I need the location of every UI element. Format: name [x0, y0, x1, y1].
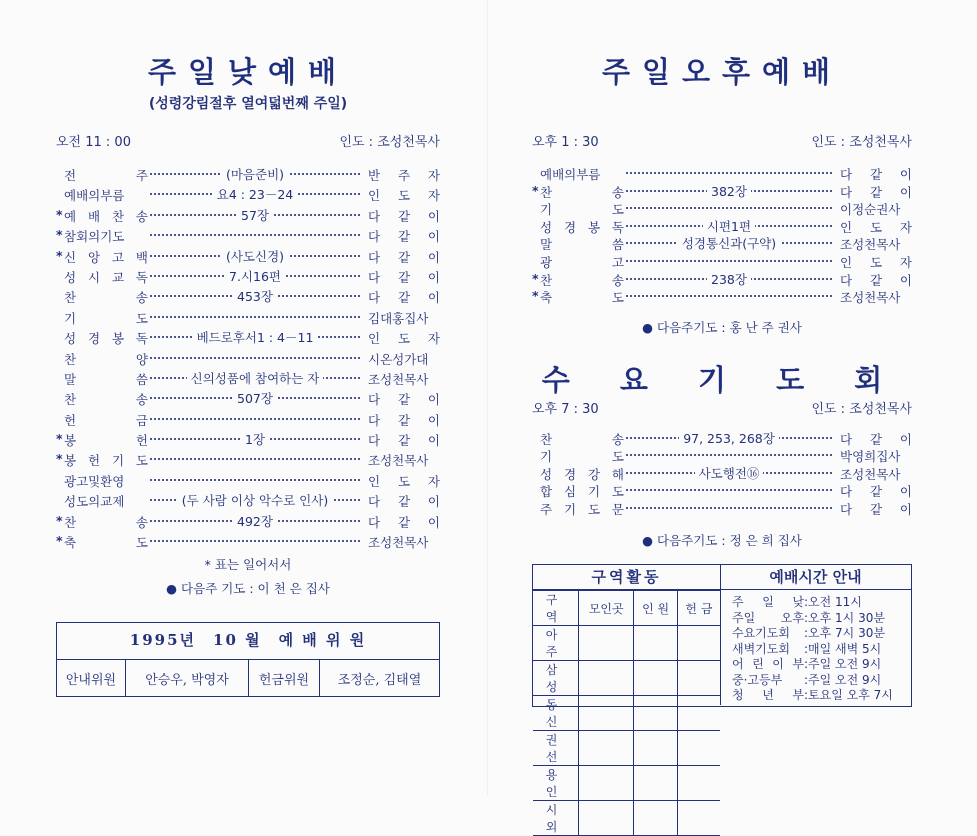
- offering-label: 헌금위원: [249, 660, 320, 697]
- program-detail-wrap: [626, 234, 832, 252]
- standing-mark: *: [532, 182, 539, 198]
- program-row: [532, 445, 912, 465]
- program-person: 다 같 이: [368, 229, 440, 245]
- program-person: 반 주 자: [368, 168, 440, 183]
- program-detail: 57장: [237, 208, 273, 223]
- program-row: [532, 181, 912, 199]
- district-name: 아 주: [533, 626, 579, 661]
- place-cell: [579, 626, 634, 661]
- program-detail: 사도행전⑯: [695, 466, 764, 481]
- program-row: [56, 490, 440, 510]
- standing-mark: *: [532, 270, 539, 286]
- program-person: 다 같 이: [840, 184, 912, 200]
- program-person: 다 같 이: [368, 494, 440, 510]
- program-item: 광고및환영: [64, 473, 125, 489]
- program-person: 다 같 이: [840, 272, 912, 288]
- wednesday-order: [532, 428, 912, 515]
- program-row: [56, 266, 440, 286]
- program-item: 말 씀: [540, 237, 624, 253]
- program-person: 조성천목사: [840, 237, 901, 253]
- program-detail-wrap: [150, 267, 360, 285]
- service-time: 오후 7 : 30: [532, 402, 599, 417]
- program-item: 성 시 교 독: [64, 269, 148, 285]
- program-row: [56, 225, 440, 245]
- program-person: 조성천목사: [840, 466, 901, 482]
- program-item: 성 경 봉 독: [540, 219, 624, 235]
- program-person: 다 같 이: [368, 269, 440, 285]
- program-item: 합 심 기 도: [540, 484, 624, 500]
- sunday-morning-order: [56, 164, 440, 551]
- program-item: 기 도: [540, 202, 624, 218]
- next-prayer: 다음주기도 : 정 은 희 집사: [657, 533, 802, 548]
- bullet-icon: ●: [166, 581, 178, 596]
- bullet-icon: ●: [642, 320, 654, 335]
- offering-cell: [677, 696, 720, 731]
- program-item: 성 경 강 해: [540, 466, 624, 482]
- program-item: 예배의부름: [540, 167, 601, 182]
- program-row: [56, 531, 440, 551]
- program-row: [56, 368, 440, 388]
- program-detail-wrap: [150, 328, 360, 346]
- place-cell: [579, 696, 634, 731]
- dot-leader: [626, 489, 832, 491]
- program-person: 인 도 자: [368, 331, 440, 347]
- service-time: 오전 11 : 00: [56, 135, 131, 150]
- program-detail-wrap: [150, 206, 360, 224]
- program-row: [532, 163, 912, 181]
- program-detail: 7.시16편: [225, 269, 285, 284]
- schedule-row: [732, 611, 911, 627]
- schedule-service: 주일 오후: [732, 610, 804, 625]
- program-detail-wrap: [626, 429, 832, 447]
- page-fold: [487, 0, 488, 795]
- program-item: 성도의교제: [64, 494, 125, 510]
- program-item: 기 도: [540, 449, 624, 465]
- program-person: 다 같 이: [368, 392, 440, 408]
- program-detail-wrap: [150, 247, 360, 265]
- program-person: 조성천목사: [368, 535, 429, 551]
- program-person: 다 같 이: [368, 208, 440, 224]
- district-row: [533, 661, 720, 696]
- program-detail: (마음준비): [222, 167, 288, 182]
- sunday-afternoon-order: [532, 163, 912, 304]
- schedule-colon: :: [804, 672, 809, 687]
- program-detail-wrap: [150, 491, 360, 509]
- schedule-colon: :: [804, 626, 809, 640]
- wednesday-next-prayer-line: [532, 531, 912, 549]
- program-item: 찬 송: [540, 272, 624, 288]
- program-row: [56, 388, 440, 408]
- program-item: 찬 송: [540, 432, 624, 447]
- guide-label: 안내위원: [57, 660, 126, 697]
- program-row: [56, 348, 440, 368]
- program-detail-wrap: [626, 217, 832, 235]
- program-detail: 492장: [233, 514, 277, 529]
- district-name: 용 인: [533, 766, 579, 801]
- program-person: 조성천목사: [840, 290, 901, 306]
- program-item: 찬 송: [64, 514, 148, 530]
- schedule-time: 오전 11시: [808, 595, 862, 609]
- district-name: 시 외: [533, 801, 579, 836]
- offering-cell: [677, 731, 720, 766]
- schedule-time: 토요일 오후 7시: [808, 688, 893, 702]
- program-item: 예 배 찬 송: [64, 208, 148, 224]
- district-activity-title: 구역활동: [533, 565, 720, 590]
- offering-cell: [677, 626, 720, 661]
- program-person: 박영희집사: [840, 449, 901, 465]
- service-time: 오후 1 : 30: [532, 135, 599, 150]
- schedule-time: 오후 1시 30분: [808, 610, 885, 625]
- program-person: 다 같 이: [368, 412, 440, 428]
- schedule-service: 수요기도회: [732, 626, 790, 640]
- program-detail-wrap: [150, 165, 360, 183]
- program-item: 찬 송: [64, 392, 148, 408]
- program-row: [56, 449, 440, 469]
- program-row: [56, 164, 440, 184]
- program-item: 전 주: [64, 168, 148, 183]
- program-detail: 요4 : 23－24: [213, 187, 298, 202]
- standing-mark: *: [56, 247, 63, 263]
- schedule-row: [732, 688, 911, 704]
- program-person: 조성천목사: [368, 453, 429, 469]
- district-row: [533, 696, 720, 731]
- people-cell: [634, 731, 677, 766]
- program-person: 김대홍집사: [368, 310, 429, 326]
- people-cell: [634, 696, 677, 731]
- district-header-row: [533, 591, 720, 626]
- offering-header: 헌 금: [677, 591, 720, 626]
- dot-leader: [150, 458, 360, 460]
- schedule-row: [732, 642, 911, 658]
- service-schedule-list: [720, 590, 911, 704]
- program-row: [532, 428, 912, 445]
- program-row: [56, 246, 440, 266]
- service-leader: 인도 : 조성천목사: [811, 402, 912, 417]
- schedule-colon: :: [804, 641, 809, 656]
- program-item: 신 앙 고 백: [64, 249, 148, 265]
- people-header: 인 원: [634, 591, 677, 626]
- program-row: [56, 184, 440, 204]
- program-row: [532, 463, 912, 480]
- program-detail-wrap: [150, 369, 360, 387]
- people-cell: [634, 801, 677, 836]
- dot-leader: [626, 260, 832, 262]
- program-detail: 성경통신과(구약): [678, 236, 780, 251]
- dot-leader: [626, 454, 832, 456]
- sunday-morning-title: 주일낮예배: [147, 55, 349, 89]
- program-row: [56, 429, 440, 449]
- program-item: 찬 양: [64, 351, 148, 367]
- program-detail: 1장: [241, 432, 269, 447]
- program-detail: 베드로후서1 : 4－11: [193, 330, 318, 345]
- district-name: 권 선: [533, 731, 579, 766]
- program-person: 다 같 이: [840, 167, 912, 182]
- service-schedule: [720, 565, 911, 705]
- program-detail: 97, 253, 268장: [679, 431, 779, 446]
- offering-cell: [677, 766, 720, 801]
- schedule-colon: :: [804, 595, 809, 609]
- program-person: 다 같 이: [368, 249, 440, 265]
- standing-mark: *: [56, 451, 63, 467]
- schedule-service: 주 일 낮: [732, 595, 804, 609]
- program-item: 기 도: [64, 310, 148, 326]
- program-detail: 382장: [707, 184, 751, 199]
- schedule-time: 매일 새벽 5시: [808, 641, 882, 656]
- program-item: 봉 헌 기 도: [64, 453, 148, 469]
- program-detail-wrap: [626, 464, 832, 482]
- program-person: 다 같 이: [840, 501, 912, 517]
- schedule-service: 새벽기도회: [732, 641, 790, 656]
- dot-leader: [150, 234, 360, 236]
- dot-leader: [150, 357, 360, 359]
- program-row: [56, 409, 440, 429]
- committee-title: 1995년 10 월 예 배 위 원: [129, 631, 367, 649]
- program-person: 다 같 이: [368, 433, 440, 449]
- schedule-colon: :: [804, 610, 809, 625]
- district-activity: [533, 565, 721, 834]
- program-row: [56, 286, 440, 306]
- program-row: [532, 498, 912, 515]
- program-row: [56, 205, 440, 225]
- offering-cell: [677, 801, 720, 836]
- sunday-afternoon-title: 주일오후예배: [601, 55, 843, 89]
- afternoon-next-prayer-line: [532, 318, 912, 336]
- offering-cell: [677, 661, 720, 696]
- district-row: [533, 801, 720, 836]
- program-person: 인 도 자: [368, 473, 440, 489]
- wednesday-time-row: [532, 398, 912, 417]
- info-box: [532, 564, 912, 834]
- program-person: 조성천목사: [368, 371, 429, 387]
- dot-leader: [626, 207, 832, 209]
- program-detail: 453장: [233, 289, 277, 304]
- schedule-row: [732, 595, 911, 611]
- next-prayer: 다음주 기도 : 이 천 은 집사: [181, 581, 330, 596]
- program-person: 인 도 자: [840, 254, 912, 270]
- people-cell: [634, 626, 677, 661]
- program-item: 예배의부름: [64, 188, 125, 204]
- place-cell: [579, 801, 634, 836]
- schedule-service: 청 년 부: [732, 688, 804, 702]
- dot-leader: [150, 418, 360, 420]
- program-person: 시온성가대: [368, 351, 429, 367]
- standing-mark: *: [532, 288, 539, 304]
- schedule-time: 오후 7시 30분: [808, 626, 885, 640]
- wednesday-title: 수 요 기 도 회: [541, 363, 903, 397]
- dot-leader: [626, 172, 832, 174]
- sunday-afternoon-time-row: [532, 131, 912, 150]
- program-row: [532, 198, 912, 216]
- program-row: [532, 480, 912, 500]
- dot-leader: [626, 295, 832, 297]
- district-name: 삼 성: [533, 661, 579, 696]
- next-prayer: 다음주기도 : 홍 난 주 권사: [657, 320, 802, 335]
- program-item: 찬 송: [540, 184, 624, 200]
- program-row: [56, 511, 440, 531]
- program-detail: 238장: [707, 272, 751, 287]
- schedule-colon: :: [804, 688, 809, 702]
- program-detail-wrap: [150, 287, 360, 305]
- dot-leader: [150, 540, 360, 542]
- schedule-row: [732, 657, 911, 673]
- district-activity-table: [533, 590, 720, 836]
- program-item: 축 도: [540, 290, 624, 306]
- dot-leader: [150, 316, 360, 318]
- program-item: 광 고: [540, 254, 624, 270]
- program-detail-wrap: [150, 389, 360, 407]
- program-person: 다 같 이: [368, 514, 440, 530]
- program-row: [56, 327, 440, 347]
- program-person: 인 도 자: [840, 219, 912, 235]
- offering-names: 조정순, 김태열: [337, 673, 422, 688]
- district-header: 구 역: [533, 591, 579, 626]
- bullet-icon: ●: [642, 533, 654, 548]
- schedule-service: 중·고등부: [732, 672, 783, 687]
- program-row: [56, 470, 440, 490]
- program-detail-wrap: [626, 182, 832, 200]
- program-detail: (사도신경): [222, 249, 288, 264]
- place-cell: [579, 766, 634, 801]
- program-detail: 신의성품에 참여하는 자: [187, 371, 324, 386]
- schedule-service: 어 린 이 부: [732, 657, 804, 671]
- program-item: 참회의기도: [64, 229, 125, 245]
- dot-leader: [150, 479, 360, 481]
- program-detail: 시편1편: [703, 219, 755, 234]
- program-person: 다 같 이: [840, 432, 912, 447]
- program-detail-wrap: [626, 270, 832, 288]
- place-header: 모인곳: [579, 591, 634, 626]
- program-detail: 507장: [233, 391, 277, 406]
- committee-row: [57, 659, 439, 697]
- standing-mark: *: [56, 533, 63, 549]
- program-person: 인 도 자: [368, 188, 440, 204]
- district-row: [533, 766, 720, 801]
- place-cell: [579, 731, 634, 766]
- program-detail-wrap: [150, 512, 360, 530]
- guide-names: 안승우, 박영자: [126, 660, 249, 697]
- people-cell: [634, 661, 677, 696]
- service-leader: 인도 : 조성천목사: [811, 135, 912, 150]
- schedule-row: [732, 673, 911, 689]
- program-row: [532, 251, 912, 269]
- standing-note: * 표는 일어서서: [204, 557, 292, 572]
- program-row: [532, 233, 912, 251]
- program-person: 이정순권사: [840, 202, 901, 218]
- district-name: 동 신: [533, 696, 579, 731]
- district-row: [533, 626, 720, 661]
- program-item: 말 씀: [64, 371, 148, 387]
- standing-mark: *: [56, 227, 63, 243]
- program-person: 다 같 이: [840, 484, 912, 500]
- schedule-row: [732, 626, 911, 642]
- people-cell: [634, 766, 677, 801]
- service-leader: 인도 : 조성천목사: [339, 135, 440, 150]
- program-detail-wrap: [150, 185, 360, 203]
- program-item: 축 도: [64, 535, 148, 551]
- program-person: 다 같 이: [368, 290, 440, 306]
- dot-leader: [626, 507, 832, 509]
- program-item: 봉 헌: [64, 433, 148, 449]
- sunday-morning-subtitle: (성령강림절후 열여덟번째 주일): [148, 96, 348, 112]
- worship-committee-box: [56, 622, 440, 697]
- place-cell: [579, 661, 634, 696]
- program-detail: (두 사람 이상 악수로 인사): [178, 493, 332, 508]
- service-schedule-title: 예배시간 안내: [720, 565, 911, 590]
- schedule-time: 주일 오전 9시: [808, 657, 882, 671]
- standing-mark: *: [56, 512, 63, 528]
- program-row: [56, 307, 440, 327]
- program-item: 성 경 봉 독: [64, 331, 148, 347]
- program-item: 헌 금: [64, 412, 148, 428]
- schedule-time: 주일 오전 9시: [808, 672, 882, 687]
- sunday-morning-time-row: [56, 131, 440, 150]
- program-detail-wrap: [150, 430, 360, 448]
- program-item: 주 기 도 문: [540, 501, 624, 517]
- next-prayer-line: [56, 579, 440, 597]
- program-row: [532, 286, 912, 304]
- program-item: 찬 송: [64, 290, 148, 306]
- standing-mark: *: [56, 431, 63, 447]
- standing-mark: *: [56, 206, 63, 222]
- district-row: [533, 731, 720, 766]
- program-row: [532, 269, 912, 287]
- program-row: [532, 216, 912, 234]
- schedule-colon: :: [804, 657, 809, 671]
